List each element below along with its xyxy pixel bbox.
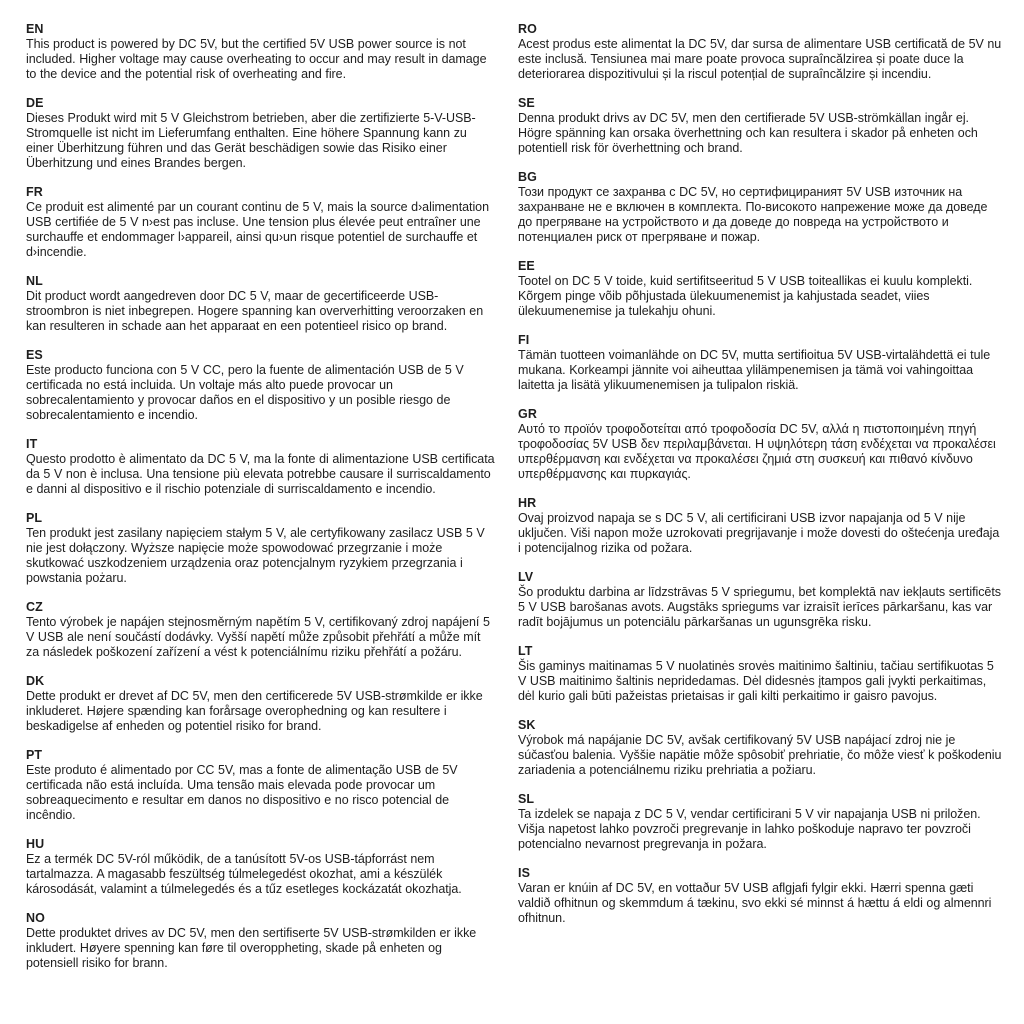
lang-text-cz: Tento výrobek je napájen stejnosměrným napětím 5 V, certifikovaný zdroj napájení 5 V USB ale není součástí dodávky. Vyšší napětí může způsobit přehřátí a může mít za následek poškození zařízení a vést k potenciálnímu riziku přehřátí a požáru. (26, 615, 490, 659)
section-lv (518, 570, 1004, 630)
lang-text-pt: Este produto é alimentado por CC 5V, mas a fonte de alimentação USB de 5V certificada não está incluída. Uma tensão mais elevada pode provocar um sobreaquecimento e resultar em danos no dispositivo e no risco potencial de incêndio. (26, 763, 458, 822)
lang-text-hr: Ovaj proizvod napaja se s DC 5 V, ali certificirani USB izvor napajanja od 5 V nije uključen. Viši napon može uzrokovati pregrijavanje i može dovesti do oštećenja uređaja i potencijalnog rizika od požara. (518, 511, 1000, 555)
lang-code-pt: PT (26, 748, 43, 762)
lang-text-no: Dette produktet drives av DC 5V, men den sertifiserte 5V USB-strømkilden er ikke inkludert. Høyere spenning kan føre til overoppheting, skade på enheten og potensiell risiko for brann. (26, 926, 477, 970)
lang-code-se: SE (518, 96, 535, 110)
section-lt (518, 644, 1004, 704)
lang-text-lv: Šo produktu darbina ar līdzstrāvas 5 V spriegumu, bet komplektā nav iekļauts sertificēts 5 V USB barošanas avots. Augstāks spriegums var izraisīt ierīces pārkaršanu, kas var radīt bojājumus un potenciālu pārkaršanas un ugunsgrēka risku. (518, 585, 1001, 629)
lang-text-sl: Ta izdelek se napaja z DC 5 V, vendar certificirani 5 V vir napajanja USB ni priložen. Višja napetost lahko povzroči pregrevanje in lahko poškoduje napravo ter povzroči potencialno nevarnost pregrevanja in požara. (518, 807, 981, 851)
section-bg (518, 170, 1004, 245)
lang-text-lt: Šis gaminys maitinamas 5 V nuolatinės srovės maitinimo šaltiniu, tačiau sertifikuotas 5 V USB maitinimo šaltinis nepridedamas. Dėl didesnės įtampos gali įvykti perkaitimas, dėl kurio gali būti pažeistas prietaisas ir gali kilti perkaitimo ir gaisro pavojus. (518, 659, 994, 703)
lang-text-bg: Този продукт се захранва с DC 5V, но сертифицираният 5V USB източник на захранване не е включен в комплекта. По-високото напрежение може да доведе до прегряване на устройството и да доведе до повреда на устройството и потенциален риск от прегряване и пожар. (518, 185, 988, 244)
section-no (26, 911, 496, 971)
section-gr (518, 407, 1004, 482)
section-en (26, 22, 496, 82)
lang-text-hu: Ez a termék DC 5V-ról működik, de a tanúsított 5V-os USB-tápforrást nem tartalmazza. A magasabb feszültség túlmelegedést okozhat, ami a készülék károsodását, valamint a túlmelegedés és a tűz esetleges kockázatát okozhatja. (26, 852, 462, 896)
section-sl (518, 792, 1004, 852)
lang-text-fi: Tämän tuotteen voimanlähde on DC 5V, mutta sertifioitua 5V USB-virtalähdettä ei tule mukana. Korkeampi jännite voi aiheuttaa ylilämpenemisen ja tämä voi vahingoittaa laitetta ja lisätä ylikuumenemisen ja tulipalon riskiä. (518, 348, 991, 392)
lang-code-nl: NL (26, 274, 43, 288)
section-de (26, 96, 496, 171)
lang-code-pl: PL (26, 511, 43, 525)
right-column (518, 22, 1004, 1024)
lang-text-it: Questo prodotto è alimentato da DC 5 V, ma la fonte di alimentazione USB certificata da 5 V non è inclusa. Una tensione più elevata potrebbe causare il surriscaldamento e danni al dispositivo e il rischio potenziale di surriscaldamento e incendio. (26, 452, 495, 496)
section-ro (518, 22, 1004, 82)
lang-code-gr: GR (518, 407, 537, 421)
lang-code-hr: HR (518, 496, 537, 510)
lang-text-is: Varan er knúin af DC 5V, en vottaður 5V USB aflgjafi fylgir ekki. Hærri spenna gæti valdið ofhitnun og skemmdum á tækinu, svo ekki sé minnst á hættu á eldi og almennri ofhitnun. (518, 881, 992, 925)
lang-code-fr: FR (26, 185, 43, 199)
section-it (26, 437, 496, 497)
section-pt (26, 748, 496, 823)
section-pl (26, 511, 496, 586)
lang-text-ee: Tootel on DC 5 V toide, kuid sertifitseeritud 5 V USB toiteallikas ei kuulu komplekti. Kõrgem pinge võib põhjustada ülekuumenemist ja kahjustada seadet, viies ülekuumenemise ja tulekahju ohuni. (518, 274, 973, 318)
lang-text-ro: Acest produs este alimentat la DC 5V, dar sursa de alimentare USB certificată de 5V nu este inclusă. Tensiunea mai mare poate provoca supraîncălzirea și poate duce la deteriorarea dispozitivului și la riscul potențial de supraîncălzire și incendiu. (518, 37, 1002, 81)
lang-text-gr: Αυτό το προϊόν τροφοδοτείται από τροφοδοσία DC 5V, αλλά η πιστοποιημένη πηγή τροφοδοσίας 5V USB δεν περιλαμβάνεται. Η υψηλότερη τάση ενδέχεται να προκαλέσει υπερθέρμανση και ενδέχεται να προκαλέσει ζημιά στη συσκευή και πιθανό κίνδυνο υπερθέρμανσης και πυρκαγιάς. (518, 422, 996, 481)
lang-code-ee: EE (518, 259, 535, 273)
lang-code-sl: SL (518, 792, 535, 806)
lang-code-ro: RO (518, 22, 537, 36)
lang-code-lv: LV (518, 570, 534, 584)
lang-code-es: ES (26, 348, 43, 362)
lang-code-en: EN (26, 22, 44, 36)
left-column (26, 22, 496, 1024)
lang-text-se: Denna produkt drivs av DC 5V, men den certifierade 5V USB-strömkällan ingår ej. Högre spänning kan orsaka överhettning och kan resultera i skador på enheten och potentiell risk för överhettning och brand. (518, 111, 978, 155)
section-ee (518, 259, 1004, 319)
section-hr (518, 496, 1004, 556)
section-sk (518, 718, 1004, 778)
section-cz (26, 600, 496, 660)
lang-text-en: This product is powered by DC 5V, but the certified 5V USB power source is not included. Higher voltage may cause overheating to occur and may result in damage to the device and the potential risk of overheating and fire. (26, 37, 487, 81)
section-se (518, 96, 1004, 156)
lang-code-cz: CZ (26, 600, 43, 614)
lang-code-bg: BG (518, 170, 537, 184)
lang-text-dk: Dette produkt er drevet af DC 5V, men den certificerede 5V USB-strømkilde er ikke inkluderet. Højere spænding kan forårsage overophedning og kan resultere i beskadigelse af enheden og potentiel risiko for brand. (26, 689, 483, 733)
lang-text-fr: Ce produit est alimenté par un courant continu de 5 V, mais la source d›alimentation USB certifiée de 5 V n›est pas incluse. Une tension plus élevée peut entraîner une surchauffe et endommager l›appareil, ainsi qu›un risque potentiel de surchauffe et d›incendie. (26, 200, 489, 259)
section-dk (26, 674, 496, 734)
lang-text-sk: Výrobok má napájanie DC 5V, avšak certifikovaný 5V USB napájací zdroj nie je súčasťou balenia. Vyššie napätie môže spôsobiť prehriatie, čo môže viesť k poškodeniu zariadenia a potenciálnemu riziku prehriatia a požiaru. (518, 733, 1002, 777)
section-es (26, 348, 496, 423)
lang-code-lt: LT (518, 644, 533, 658)
lang-code-hu: HU (26, 837, 45, 851)
lang-text-nl: Dit product wordt aangedreven door DC 5 V, maar de gecertificeerde USB-stroombron is niet inbegrepen. Hogere spanning kan oververhitting veroorzaken en kan resulteren in schade aan het apparaat en een potentieel risico op brand. (26, 289, 484, 333)
lang-code-de: DE (26, 96, 44, 110)
lang-code-dk: DK (26, 674, 45, 688)
section-hu (26, 837, 496, 897)
lang-text-es: Este producto funciona con 5 V CC, pero la fuente de alimentación USB de 5 V certificada no está incluida. Un voltaje más alto puede provocar un sobrecalentamiento y provocar daños en el dispositivo y un posible riesgo de sobrecalentamiento e incendio. (26, 363, 464, 422)
lang-code-fi: FI (518, 333, 530, 347)
section-fi (518, 333, 1004, 393)
lang-code-it: IT (26, 437, 38, 451)
lang-code-sk: SK (518, 718, 536, 732)
lang-code-no: NO (26, 911, 45, 925)
lang-code-is: IS (518, 866, 531, 880)
lang-text-de: Dieses Produkt wird mit 5 V Gleichstrom betrieben, aber die zertifizierte 5-V-USB-Stromquelle ist nicht im Lieferumfang enthalten. Eine höhere Spannung kann zu einer Überhitzung führen und das Gerät beschädigen sowie das Risiko einer Überhitzung und eines Brandes bergen. (26, 111, 476, 170)
section-nl (26, 274, 496, 334)
section-fr (26, 185, 496, 260)
lang-text-pl: Ten produkt jest zasilany napięciem stałym 5 V, ale certyfikowany zasilacz USB 5 V nie jest dołączony. Wyższe napięcie może spowodować przegrzanie i może skutkować uszkodzeniem urządzenia oraz potencjalnym ryzykiem przegrzania i powstania pożaru. (26, 526, 485, 585)
section-is (518, 866, 1004, 926)
